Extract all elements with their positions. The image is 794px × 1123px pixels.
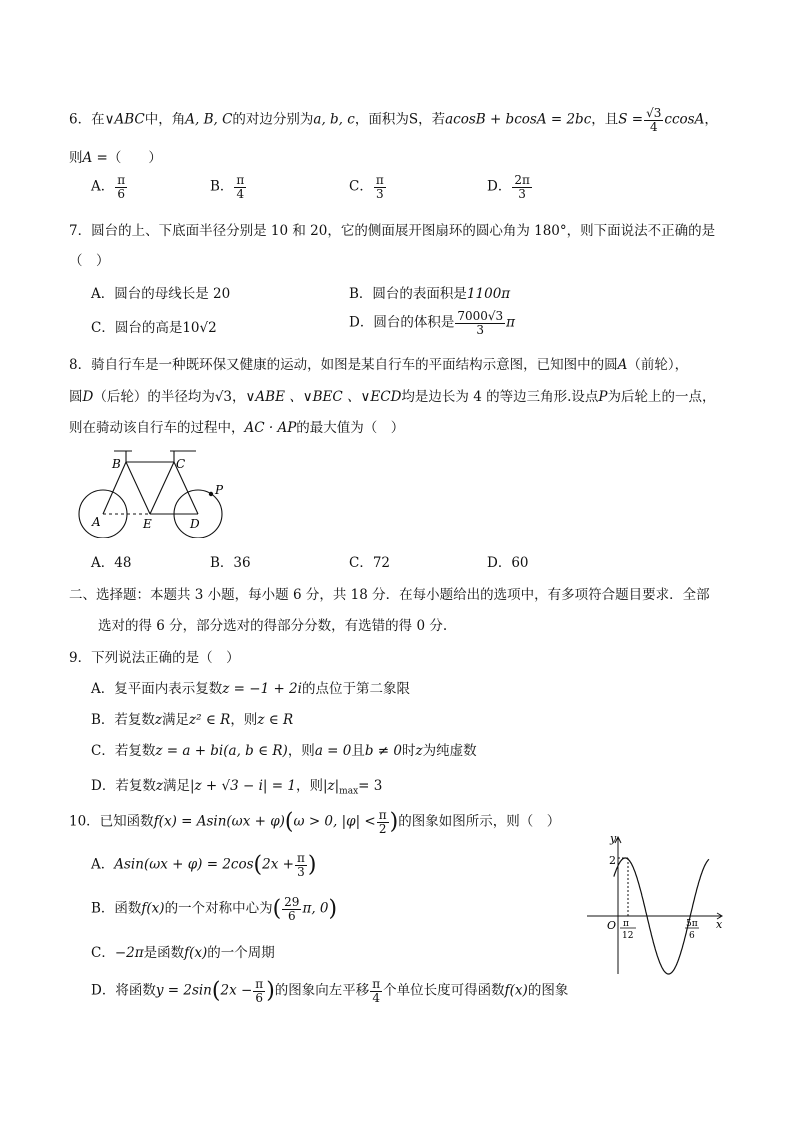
- q6-option-d[interactable]: D． $\frac{2\pi}{3}$: [487, 173, 530, 201]
- section2-line2: 选对的得 6 分，部分选对的得部分分数，有选错的得 0 分.: [98, 618, 448, 634]
- q10-option-a[interactable]: A．Asin(ωx + φ) = 2cos(2x + $\frac{\pi}{3}$ ): [91, 851, 317, 879]
- label-c: C: [176, 457, 186, 471]
- q7-option-b[interactable]: B．圆台的表面积是1100π: [349, 286, 511, 302]
- q6-area-fraction: $\frac{√3}{4}$: [646, 106, 662, 134]
- label-a: A: [92, 515, 101, 529]
- edge-ec: [150, 462, 174, 514]
- q8-vector-product: AC · AP: [244, 420, 297, 436]
- point-p: [209, 492, 213, 496]
- q10-option-c[interactable]: C．−2π是函数f(x)的一个周期: [91, 945, 275, 961]
- label-b: B: [112, 457, 121, 471]
- q7-option-a[interactable]: A．圆台的母线长是 20: [91, 286, 231, 302]
- q6-option-a[interactable]: A． $\frac{\pi}{6}$: [91, 173, 126, 201]
- sine-graph: [585, 832, 725, 977]
- q6-condition: acosB + bcosA = 2bc: [445, 111, 592, 128]
- label-pi12-num: π: [623, 919, 629, 929]
- q7-option-c[interactable]: C．圆台的高是10√2: [91, 320, 217, 336]
- q6-line1: 6．在∨ABC中，角A, B, C的对边分别为a, b, c，面积为S，若acosB + bcosA = 2bc，且S = $\frac{√3}{4}$ ccosA，: [69, 106, 718, 134]
- q8-line3: 则在骑动该自行车的过程中，AC · AP的最大值为（ ）: [69, 420, 405, 436]
- edge-be: [126, 462, 150, 514]
- label-d: D: [190, 517, 200, 531]
- label-5pi6-num: 5π: [686, 919, 698, 929]
- label-pi12-den: 12: [622, 931, 634, 941]
- q8-option-c[interactable]: C．72: [349, 555, 391, 571]
- q10-stem: 10．已知函数f(x) = Asin(ωx + φ)(ω > 0, |φ| < $\frac{\pi}{2}$ )的图象如图所示，则（ ）: [69, 808, 561, 836]
- section2-line1: 二、选择题：本题共 3 小题，每小题 6 分，共 18 分．在每小题给出的选项中，有多项符合题目要求．全部: [69, 587, 710, 603]
- q7-option-d[interactable]: D．圆台的体积是 $\frac{7000√3}{3}$ π: [349, 309, 516, 337]
- label-5pi6-den: 6: [689, 931, 695, 941]
- q10-option-b[interactable]: B．函数f(x)的一个对称中心为( $\frac{29}{6}$ π, 0): [91, 895, 338, 923]
- q6-option-c[interactable]: C． $\frac{\pi}{3}$: [349, 173, 384, 201]
- q9-option-d[interactable]: D．若复数z满足|z + √3 − i| = 1，则$|z|_{max}= 3$: [91, 778, 383, 797]
- q6-number: 6．: [69, 111, 92, 128]
- q6-line2: 则A =（ ）: [69, 150, 162, 166]
- q9-option-c[interactable]: C．若复数z = a + bi(a, b ∈ R)，则a = 0且b ≠ 0时z为纯虚数: [91, 743, 477, 759]
- label-x: x: [716, 918, 723, 931]
- q7-stem: 7．圆台的上、下底面半径分别是 10 和 20，它的侧面展开图扇环的圆心角为 180°，则下面说法不正确的是: [69, 223, 716, 239]
- q8-option-d[interactable]: D．60: [487, 555, 529, 571]
- label-e: E: [143, 517, 152, 531]
- q9-option-b[interactable]: B．若复数z满足z² ∈ R，则z ∈ R: [91, 712, 294, 728]
- q9-stem: 9．下列说法正确的是（ ）: [69, 650, 240, 666]
- label-p: P: [215, 483, 224, 497]
- q8-option-b[interactable]: B．36: [210, 555, 251, 571]
- label-y: y: [610, 832, 617, 845]
- q6-option-b[interactable]: B． $\frac{\pi}{4}$: [210, 173, 245, 201]
- q10-option-d[interactable]: D．将函数y = 2sin(2x − $\frac{\pi}{6}$ )的图象向左平移 $\frac{\pi}{4}$ 个单位长度可得函数f(x)的图象: [91, 977, 569, 1005]
- q9-option-a[interactable]: A．复平面内表示复数z = −1 + 2i的点位于第二象限: [91, 681, 410, 697]
- bicycle-figure: [70, 446, 240, 538]
- q8-line2: 圆D（后轮）的半径均为√3，∨ABE 、∨BEC 、∨ECD均是边长为 4 的等边三角形.设点P为后轮上的一点，: [69, 389, 716, 405]
- q8-option-a[interactable]: A．48: [91, 555, 132, 571]
- label-origin: O: [607, 919, 617, 932]
- q7-paren: （ ）: [69, 253, 110, 269]
- q8-line1: 8．骑自行车是一种既环保又健康的运动，如图是某自行车的平面结构示意图，已知图中的圆A（前轮），: [69, 357, 689, 373]
- label-two: 2: [609, 854, 616, 867]
